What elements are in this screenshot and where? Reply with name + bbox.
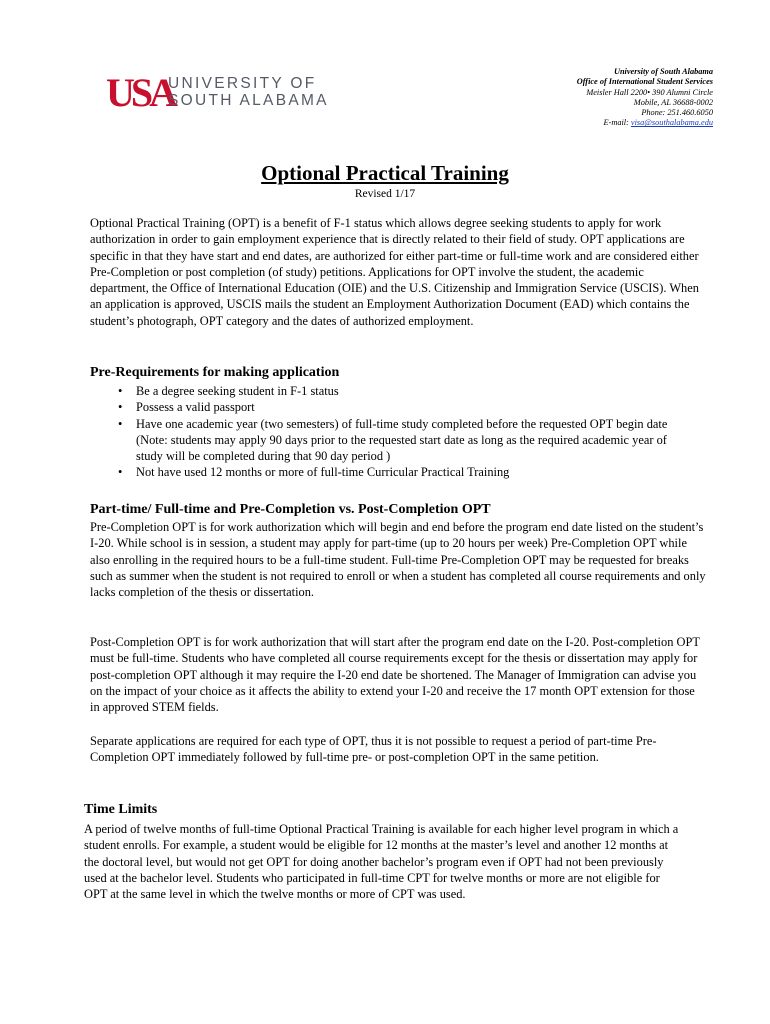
contact-office: Office of International Student Services xyxy=(576,77,713,87)
intro-paragraph: Optional Practical Training (OPT) is a benefit of F-1 status which allows degree seeking students to apply for work authorization in order to gain employment experience that is directly related to their field of study. OPT applications are specific in that they have start and end dates, are authorized for either part-time or full-time work and are considered either Pre-Completion or post completion (of study) petitions. Applications for OPT involve the student, the academic department, the Office of International Education (OIE) and the U.S. Citizenship and Immigration Service (USCIS). When an application is approved, USCIS mails the student an Employment Authorization Document (EAD) which contains the student’s photograph, OPT category and the dates of authorized employment. xyxy=(90,216,699,328)
contact-email-line xyxy=(577,118,713,128)
postcompletion-paragraph: Post-Completion OPT is for work authorization that will start after the program end date on the I-20. Post-completion OPT must be full-time. Students who have completed all course requirements except for the thesis or dissertation may apply for post-completion OPT although it may require the I-20 end date be shortened. The Manager of Immigration can advise you on the impact of your choice as it affects the ability to extend your I-20 and receive the 17 month OPT extension for those in approved STEM fields. xyxy=(90,635,700,715)
contact-address: Meisler Hall 2200• 390 Alumni Circle xyxy=(586,87,713,97)
logo-mark-text: USA xyxy=(106,70,175,115)
list-item: • Not have used 12 months or more of full-time Curricular Practical Training xyxy=(118,464,678,480)
page-title: Optional Practical Training xyxy=(261,161,509,185)
time-limits-paragraph: A period of twelve months of full-time Optional Practical Training is available for each higher level program in which a student enrolls. For example, a student would be eligible for 12 months at the master’s level and another 12 months at the doctoral level, but would not get OPT for doing another bachelor’s program even if OPT had not been previously used at the bachelor level. Students who participated in full-time CPT for twelve months or more are not eligible for OPT at the same level in which the twelve months or more of CPT was used. xyxy=(84,822,679,902)
list-item: • Have one academic year (two semesters) of full-time study completed before the requested OPT begin date (Note: students may apply 90 days prior to the requested start date as long as the required academic year of study will be completed during that 90 day period ) xyxy=(118,416,678,465)
list-item: • Possess a valid passport xyxy=(118,399,678,415)
contact-block xyxy=(577,67,713,129)
contact-email-link[interactable]: visa@southalabama.edu xyxy=(630,118,713,128)
time-limits-heading: Time Limits xyxy=(84,802,158,817)
contact-email-label: E-mail: xyxy=(603,118,631,128)
logo-wordmark xyxy=(168,75,329,109)
contact-university: University of South Alabama xyxy=(613,67,713,76)
parttime-heading: Part-time/ Full-time and Pre-Completion vs. Post-Completion OPT xyxy=(90,502,491,517)
precompletion-paragraph: Pre-Completion OPT is for work authorization which will begin and end before the program end date listed on the student’s I-20. While school is in session, a student may apply for part-time (up to 20 hours per week) Pre-Completion OPT while also enrolling in the required hours to be a full-time student. Full-time Pre-Completion OPT may be requested for breaks such as summer when the student is not required to enroll or when a student has completed all course requirements and only lacks completion of the thesis or dissertation. xyxy=(90,520,706,600)
usa-logo-mark-icon xyxy=(106,70,175,116)
contact-city: Mobile, AL 36688-0002 xyxy=(633,97,713,107)
logo-line-1: UNIVERSITY OF xyxy=(168,75,317,92)
prereq-list xyxy=(118,383,678,481)
contact-phone: Phone: 251.460.6050 xyxy=(641,108,713,118)
prereq-heading: Pre-Requirements for making application xyxy=(90,365,340,380)
list-item: • Be a degree seeking student in F-1 status xyxy=(118,383,678,399)
logo-line-2: SOUTH ALABAMA xyxy=(168,92,329,109)
revised-date: Revised 1/17 xyxy=(354,188,416,200)
separate-applications-paragraph: Separate applications are required for each type of OPT, thus it is not possible to request a period of part-time Pre-Completion OPT immediately followed by full-time pre- or post-completion OPT in the same petition. xyxy=(90,734,657,765)
